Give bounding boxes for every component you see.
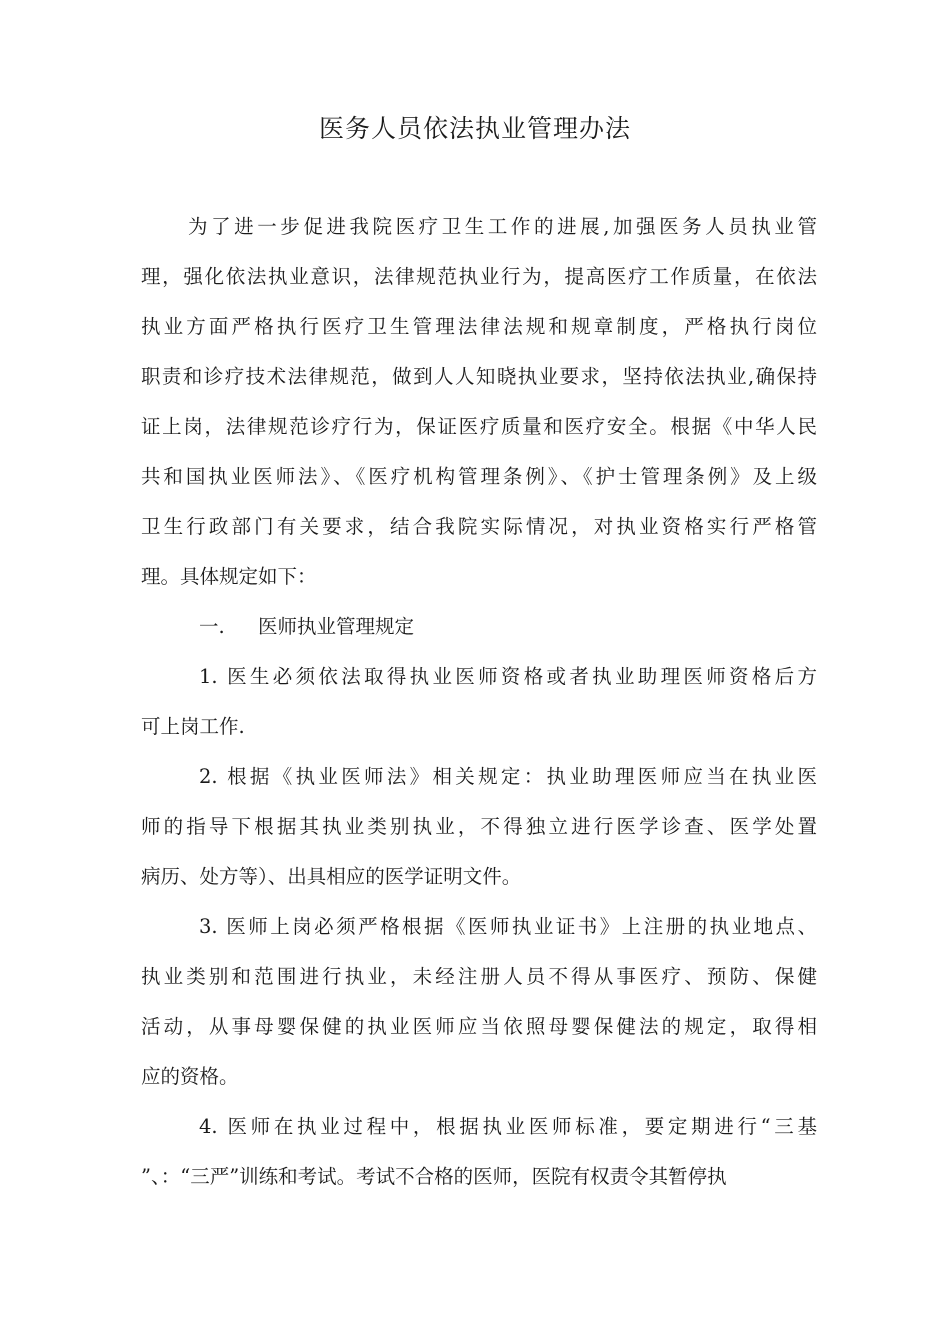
item2-line-2: 师的指导下根据其执业类别执业，不得独立进行医学诊查、医学处置	[141, 815, 817, 838]
intro-line-5: 证上岗，法律规范诊疗行为，保证医疗质量和医疗安全。根据《中华人民	[141, 415, 817, 438]
section-number: 一.	[199, 615, 225, 638]
intro-line-3: 执业方面严格执行医疗卫生管理法律法规和规章制度，严格执行岗位	[141, 315, 817, 338]
item2-line-1: 2. 根据《执业医师法》相关规定：执业助理医师应当在执业医	[199, 765, 817, 788]
item3-line-2: 执业类别和范围进行执业，未经注册人员不得从事医疗、预防、保健	[141, 965, 817, 988]
item3-line-4: 应的资格。	[141, 1065, 239, 1088]
section-heading: 医师执业管理规定	[258, 615, 415, 638]
item3-line-3: 活动，从事母婴保健的执业医师应当依照母婴保健法的规定，取得相	[141, 1015, 817, 1038]
intro-line-6: 共和国执业医师法》、《医疗机构管理条例》、《护士管理条例》及上级	[141, 465, 817, 488]
item4-line-1: 4. 医师在执业过程中，根据执业医师标准，要定期进行“三基	[199, 1115, 817, 1138]
intro-line-2: 理，强化依法执业意识，法律规范执业行为，提高医疗工作质量，在依法	[141, 265, 817, 288]
intro-line-4: 职责和诊疗技术法律规范，做到人人知晓执业要求，坚持依法执业,确保持	[141, 365, 817, 388]
item2-line-3: 病历、处方等）、出具相应的医学证明文件。	[141, 865, 522, 888]
item1-line-1: 1. 医生必须依法取得执业医师资格或者执业助理医师资格后方	[199, 665, 817, 688]
item4-line-2: ”、：“三严”训练和考试。考试不合格的医师，医院有权责令其暂停执	[141, 1165, 727, 1188]
item1-line-2: 可上岗工作.	[141, 715, 245, 738]
intro-line-8: 理。具体规定如下：	[141, 565, 317, 588]
intro-line-1: 为了进一步促进我院医疗卫生工作的进展,加强医务人员执业管	[188, 215, 817, 238]
item3-line-1: 3. 医师上岗必须严格根据《医师执业证书》上注册的执业地点、	[199, 915, 817, 938]
document-title: 医务人员依法执业管理办法	[318, 114, 631, 143]
intro-line-7: 卫生行政部门有关要求，结合我院实际情况，对执业资格实行严格管	[141, 515, 817, 538]
